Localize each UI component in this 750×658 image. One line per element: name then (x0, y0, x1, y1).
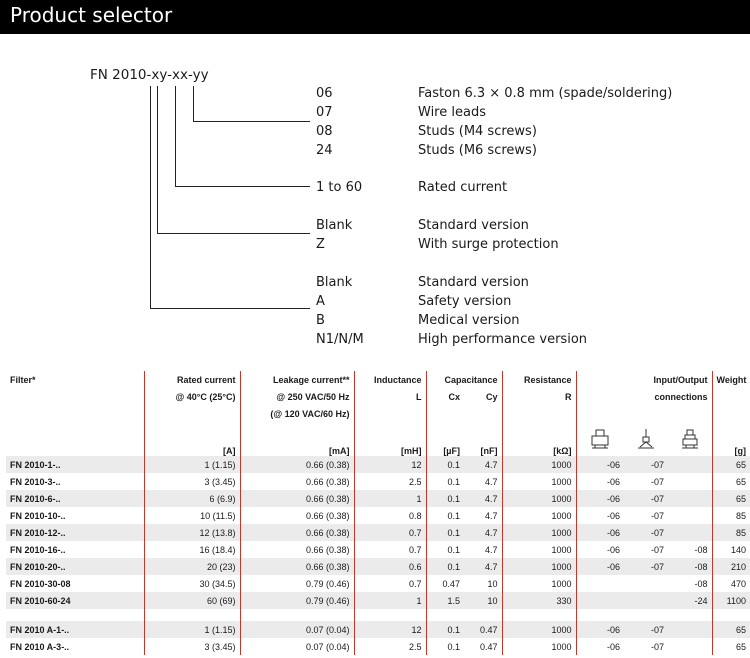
cell-inductance: 1 (354, 490, 426, 507)
cell-leakage: 0.66 (0.38) (240, 541, 354, 558)
cell-connection-stud (668, 456, 712, 473)
cell-filter: FN 2010-60-24 (6, 592, 144, 609)
cell-rated-current: 12 (13.8) (144, 524, 240, 541)
option-desc: Wire leads (418, 105, 486, 120)
cell-inductance: 0.6 (354, 558, 426, 575)
cell-cx: 0.1 (426, 507, 464, 524)
cell-filter: FN 2010 A-1-.. (6, 621, 144, 638)
option-code: 24 (316, 143, 333, 158)
faston-terminal-icon (576, 422, 624, 456)
cell-cx: 0.1 (426, 558, 464, 575)
cell-resistance: 330 (502, 592, 576, 609)
spacer-cell (576, 609, 624, 621)
header-resistance: Resistance (502, 371, 576, 388)
table-row (6, 456, 750, 473)
cell-leakage: 0.66 (0.38) (240, 524, 354, 541)
cell-resistance: 1000 (502, 621, 576, 638)
cell-resistance: 1000 (502, 490, 576, 507)
cell-inductance: 0.7 (354, 575, 426, 592)
cell-leakage: 0.07 (0.04) (240, 621, 354, 638)
cell-cy: 4.7 (484, 510, 498, 521)
cell-weight: 85 (712, 507, 750, 524)
cell-inductance: 12 (354, 621, 426, 638)
cell-connection-wire: -07 (624, 456, 668, 473)
cell-resistance: 1000 (502, 575, 576, 592)
cell-connection-faston: -06 (576, 507, 624, 524)
stud-terminal-icon (668, 422, 712, 456)
cell-cx: 0.1 (426, 638, 464, 655)
cell-cy: 10 (487, 578, 498, 589)
cell-cx: 0.1 (426, 473, 464, 490)
cell-inductance: 2.5 (354, 638, 426, 655)
table-row (6, 490, 750, 507)
cell-weight: 1100 (712, 592, 750, 609)
cell-connection-wire: -07 (624, 524, 668, 541)
option-desc: Medical version (418, 313, 520, 328)
cell-cx: 0.1 (426, 456, 464, 473)
cell-rated-current: 1 (1.15) (144, 456, 240, 473)
cell-connection-faston: -06 (576, 490, 624, 507)
cell-connection-wire: -07 (650, 544, 664, 555)
cell-weight: 65 (712, 473, 750, 490)
cell-connection-stud (668, 473, 712, 490)
cell-resistance: 1000 (502, 524, 576, 541)
option-code: Blank (316, 218, 353, 233)
cell-cx: 0.47 (426, 575, 464, 592)
page-title: Product selector (10, 3, 173, 27)
option-code: 07 (316, 105, 333, 120)
unit-inductance: [mH] (354, 422, 426, 456)
cell-filter: FN 2010-30-08 (10, 578, 71, 589)
cell-rated-current: 60 (69) (144, 592, 240, 609)
unit-leakage: [mA] (240, 422, 354, 456)
header-inductance-symbol: L (354, 388, 426, 405)
table-row (6, 541, 750, 558)
unit-resistance: [kΩ] (502, 422, 576, 456)
product-code: FN 2010-xy-xx-yy (90, 67, 209, 83)
option-desc: With surge protection (418, 237, 559, 252)
cell-resistance: 1000 (502, 558, 576, 575)
spacer-cell (464, 609, 502, 621)
bracket-surge (158, 86, 311, 234)
option-code: N1/N/M (316, 332, 364, 347)
header-rated-current-sub: @ 40°C (25°C) (144, 388, 240, 405)
cell-inductance: 0.8 (354, 507, 426, 524)
spacer-cell (354, 609, 426, 621)
spacer-cell (624, 609, 668, 621)
cell-connection-stud: -08 (694, 578, 708, 589)
cell-cy: 10 (464, 592, 502, 609)
cell-connection-wire: -07 (650, 510, 664, 521)
cell-connection-stud (668, 490, 712, 507)
cell-resistance: 1000 (502, 638, 576, 655)
option-code: 06 (316, 86, 333, 101)
cell-inductance: 12 (354, 456, 426, 473)
header-resistance-symbol: R (502, 388, 576, 405)
cell-resistance: 1000 (502, 456, 576, 473)
unit-weight: [g] (712, 422, 750, 456)
cell-filter: FN 2010 A-3-.. (10, 641, 70, 652)
cell-filter: FN 2010-6-.. (6, 490, 144, 507)
cell-connection-stud (668, 524, 712, 541)
cell-cx: 0.1 (426, 541, 464, 558)
header-weight: Weight (712, 371, 750, 388)
cell-cy: 4.7 (464, 490, 502, 507)
header-filter: Filter* (10, 374, 36, 385)
cell-connection-faston: -06 (576, 541, 624, 558)
cell-weight: 65 (712, 621, 750, 638)
cell-cy: 4.7 (484, 476, 498, 487)
cell-cx: 1.5 (426, 592, 464, 609)
cell-resistance: 1000 (502, 541, 576, 558)
cell-leakage: 0.66 (0.38) (240, 456, 354, 473)
option-code: 08 (316, 124, 333, 139)
spacer-cell (240, 609, 354, 621)
bracket-rated-current (176, 86, 311, 187)
cell-inductance: 0.7 (354, 524, 426, 541)
table-row (6, 524, 750, 541)
cell-cx: 0.1 (426, 490, 464, 507)
spacer-cell (668, 609, 712, 621)
cell-connection-stud (668, 621, 712, 638)
cell-connection-wire: -07 (650, 476, 664, 487)
cell-filter: FN 2010-3-.. (10, 476, 61, 487)
cell-connection-faston (576, 592, 624, 609)
option-desc: Standard version (418, 218, 529, 233)
cell-connection-wire: -07 (624, 490, 668, 507)
cell-resistance: 1000 (502, 473, 576, 490)
cell-connection-stud: -08 (668, 558, 712, 575)
cell-cy: 4.7 (464, 524, 502, 541)
table-row (6, 507, 750, 524)
cell-filter: FN 2010-16-.. (10, 544, 66, 555)
header-leakage-sub2: (@ 120 VAC/60 Hz) (240, 405, 354, 422)
spacer-cell (426, 609, 464, 621)
table-row (6, 473, 750, 490)
option-desc: High performance version (418, 332, 588, 347)
cell-connection-wire (624, 575, 668, 592)
cell-connection-stud: -24 (668, 592, 712, 609)
cell-weight: 65 (712, 490, 750, 507)
cell-filter: FN 2010-10-.. (10, 510, 66, 521)
cell-cx: 0.1 (426, 524, 464, 541)
option-code: B (316, 313, 325, 328)
cell-leakage: 0.66 (0.38) (240, 558, 354, 575)
cell-inductance: 1 (354, 592, 426, 609)
cell-connection-wire (624, 592, 668, 609)
cell-weight: 85 (712, 524, 750, 541)
cell-connection-faston: -06 (576, 638, 624, 655)
header-rated-current: Rated current (144, 371, 240, 388)
cell-inductance: 0.7 (354, 541, 426, 558)
unit-cx: [µF] (426, 422, 464, 456)
cell-cy: 4.7 (484, 544, 498, 555)
cell-weight: 65 (712, 456, 750, 473)
cell-weight: 210 (712, 558, 750, 575)
header-leakage-sub1: @ 250 VAC/50 Hz (240, 388, 354, 405)
cell-cy: 0.47 (464, 621, 502, 638)
header-inductance: Inductance (354, 371, 426, 388)
cell-cy: 4.7 (464, 558, 502, 575)
option-desc: Standard version (418, 275, 529, 290)
cell-rated-current: 16 (18.4) (144, 541, 240, 558)
cell-connection-faston: -06 (576, 621, 624, 638)
option-desc: Rated current (418, 180, 508, 195)
option-code: 1 to 60 (316, 180, 363, 195)
cell-leakage: 0.07 (0.04) (240, 638, 354, 655)
table-spacer-row (6, 609, 750, 621)
cell-leakage: 0.66 (0.38) (240, 473, 354, 490)
table-row (6, 592, 750, 609)
unit-cy: [nF] (480, 446, 498, 456)
cell-filter: FN 2010-20-.. (6, 558, 144, 575)
cell-connection-wire: -07 (624, 558, 668, 575)
cell-weight: 65 (712, 638, 750, 655)
option-code: A (316, 294, 325, 309)
header-cy: Cy (485, 391, 498, 402)
cell-connection-stud (668, 507, 712, 524)
cell-leakage: 0.66 (0.38) (240, 507, 354, 524)
header-io-sub: connections (576, 388, 712, 405)
cell-resistance: 1000 (502, 507, 576, 524)
cell-rated-current: 20 (23) (144, 558, 240, 575)
cell-connection-faston (576, 575, 624, 592)
cell-connection-stud: -08 (694, 544, 708, 555)
cell-weight: 140 (712, 541, 750, 558)
cell-rated-current: 3 (3.45) (144, 638, 240, 655)
header-cx: Cx (426, 388, 464, 405)
cell-cy: 4.7 (464, 456, 502, 473)
cell-rated-current: 30 (34.5) (144, 575, 240, 592)
cell-leakage: 0.79 (0.46) (240, 592, 354, 609)
cell-rated-current: 3 (3.45) (144, 473, 240, 490)
cell-leakage: 0.66 (0.38) (240, 490, 354, 507)
option-desc: Studs (M6 screws) (418, 143, 537, 158)
option-desc: Faston 6.3 × 0.8 mm (spade/soldering) (418, 86, 673, 101)
cell-connection-faston: -06 (576, 558, 624, 575)
cell-connection-wire: -07 (624, 621, 668, 638)
bracket-version (151, 86, 311, 309)
cell-rated-current: 6 (6.9) (144, 490, 240, 507)
bracket-connection-type (194, 86, 311, 122)
table-row (6, 558, 750, 575)
unit-rated-current: [A] (144, 422, 240, 456)
wire-lead-icon (624, 422, 668, 456)
cell-leakage: 0.79 (0.46) (240, 575, 354, 592)
cell-rated-current: 1 (1.15) (144, 621, 240, 638)
cell-connection-faston: -06 (576, 524, 624, 541)
cell-cy: 0.47 (479, 641, 498, 652)
header-capacitance: Capacitance (426, 371, 502, 388)
cell-filter: FN 2010-1-.. (6, 456, 144, 473)
option-code: Z (316, 237, 325, 252)
spec-table (6, 371, 750, 655)
cell-inductance: 2.5 (354, 473, 426, 490)
header-leakage: Leakage current** (240, 371, 354, 388)
spacer-cell (144, 609, 240, 621)
cell-connection-faston: -06 (576, 456, 624, 473)
cell-connection-stud (668, 638, 712, 655)
cell-weight: 470 (712, 575, 750, 592)
cell-cx: 0.1 (426, 621, 464, 638)
table-row (6, 638, 750, 655)
table-row (6, 621, 750, 638)
header-io: Input/Output (576, 371, 712, 388)
cell-rated-current: 10 (11.5) (144, 507, 240, 524)
cell-connection-faston: -06 (576, 473, 624, 490)
cell-filter: FN 2010-12-.. (6, 524, 144, 541)
option-desc: Studs (M4 screws) (418, 124, 537, 139)
cell-connection-wire: -07 (650, 641, 664, 652)
spacer-cell (502, 609, 576, 621)
option-code: Blank (316, 275, 353, 290)
spacer-cell (6, 609, 144, 621)
table-row (6, 575, 750, 592)
option-desc: Safety version (418, 294, 512, 309)
spacer-cell (712, 609, 750, 621)
